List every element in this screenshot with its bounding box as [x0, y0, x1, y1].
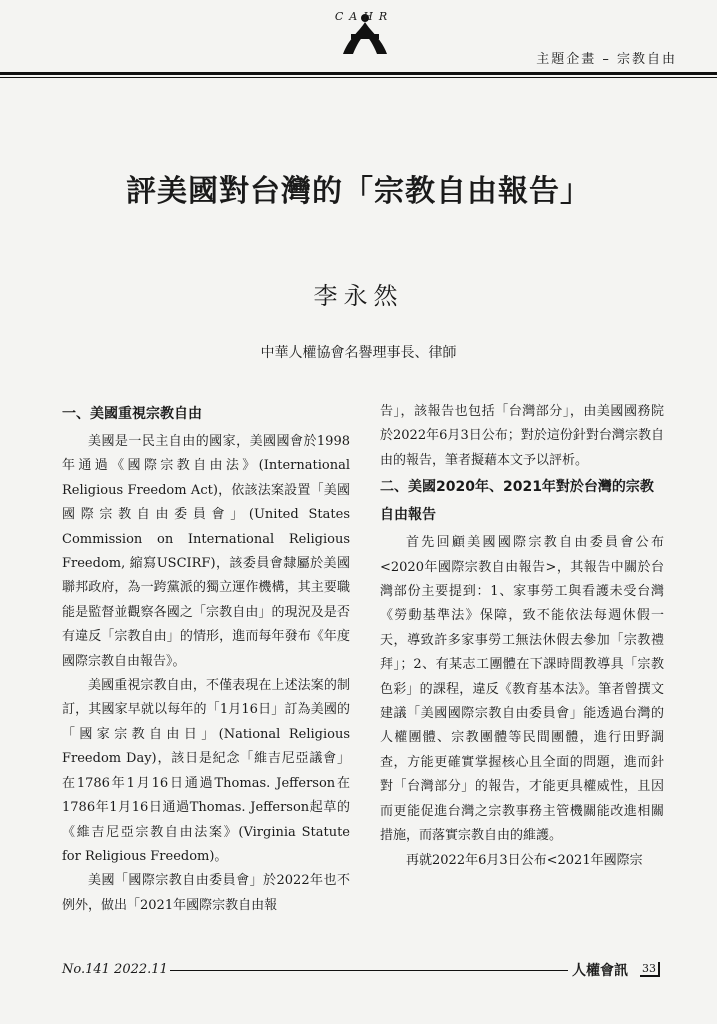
paragraph: 首先回顧美國國際宗教自由委員會公布<2020年國際宗教自由報告>，其報告中關於台灣部份主要提到：1、家事勞工與看護未受台灣《勞動基準法》保障，致不能依法每週休假一天，導致許多家事勞工無法休假去參加「宗教禮拜」；2、有某志工團體在下課時間教導具「宗教色彩」的課程，違反《教育基本法》。筆者曾撰文建議「美國國際宗教自由委員會」能透過台灣的人權團體、宗教團體等民間團體，進行田野調查，方能更確實掌握核心且全面的問題，進而針對「台灣部分」的報告，才能更具權威性，且因而更能促進台灣之宗教事務主管機關能改進相關措施，而落實宗教自由的維護。 [380, 535, 664, 844]
paragraph: 美國「國際宗教自由委員會」於2022年也不例外，做出「2021年國際宗教自由報 [62, 873, 350, 913]
header-rule-thin [0, 77, 717, 78]
logo-lettering: CAHR [334, 10, 394, 23]
article-title: 評美國對台灣的「宗教自由報告」 [126, 174, 591, 209]
footer-rule [170, 970, 568, 971]
section-heading-2: 二、美國2020年、2021年對於台灣的宗教自由報告 [380, 479, 654, 524]
paragraph: 美國是一民主自由的國家，美國國會於1998年通過《國際宗教自由法》(International Religious Freedom Act)，依該法案設置「美國國際宗教自由委員會」(United States Commission on International Religious Freedom, 縮寫USCIRF)，該委員會隸屬於美國聯邦政府，為一跨黨派的獨立運作機構，其主要職能是監督並觀察各國之「宗教自由」的現況及是否有違反「宗教自由」的情形，進而每年發布《年度國際宗教自由報告》。 [62, 434, 350, 669]
section-label: 主題企畫 – 宗教自由 [536, 52, 677, 67]
right-column [380, 400, 664, 873]
author-name: 李永然 [313, 282, 404, 310]
left-column [62, 400, 350, 918]
author-affiliation: 中華人權協會名譽理事長、律師 [260, 345, 457, 361]
paragraph: 再就2022年6月3日公布<2021年國際宗 [406, 852, 643, 868]
page-number: 33 [640, 962, 660, 977]
paragraph: 美國重視宗教自由，不僅表現在上述法案的制訂，其國家早就以每年的「1月16日」訂為美國的「國家宗教自由日」(National Religious Freedom Day)，該日是紀念「維吉尼亞議會」在1786年1月16日通過Thomas. Jefferson在1786年1月16日通過Thomas. Jefferson起草的《維吉尼亞宗教自由法案》(Virginia Statute for Religious Freedom)。 [62, 678, 350, 864]
paragraph: 告」，該報告也包括「台灣部分」，由美國國務院於2022年6月3日公布；對於這份針對台灣宗教自由的報告，筆者擬藉本文予以評析。 [380, 404, 664, 468]
magazine-name: 人權會訊 [572, 963, 628, 979]
issue-info: No.141 2022.11 [62, 962, 168, 977]
section-heading-1: 一、美國重視宗教自由 [62, 406, 202, 422]
header-rule [0, 72, 717, 75]
